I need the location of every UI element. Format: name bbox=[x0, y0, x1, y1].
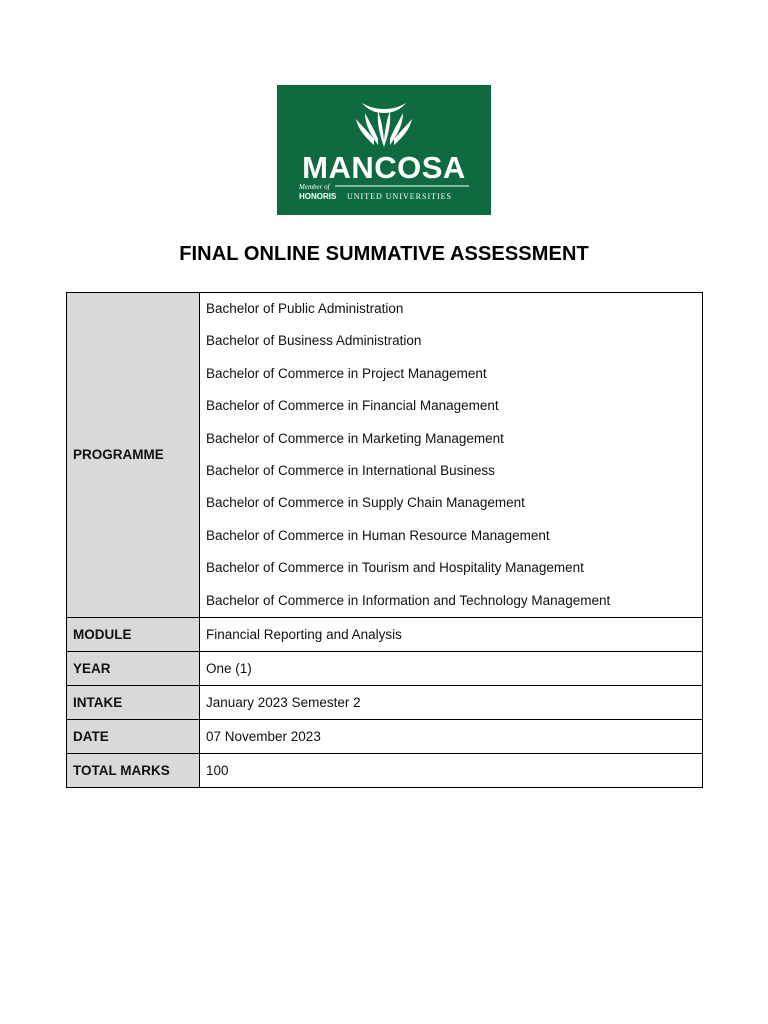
total-marks-label: TOTAL MARKS bbox=[67, 753, 200, 787]
module-row bbox=[67, 617, 703, 651]
programme-item: Bachelor of Commerce in International Business bbox=[206, 462, 495, 478]
year-value: One (1) bbox=[200, 651, 703, 685]
programme-item: Bachelor of Commerce in Tourism and Hospitality Management bbox=[206, 560, 584, 576]
year-row bbox=[67, 651, 703, 685]
date-value: 07 November 2023 bbox=[200, 719, 703, 753]
programme-list bbox=[206, 293, 702, 617]
programme-item: Bachelor of Commerce in Human Resource Management bbox=[206, 527, 550, 543]
assessment-info-table bbox=[66, 292, 703, 788]
programme-item: Bachelor of Commerce in Project Management bbox=[206, 365, 487, 381]
total-marks-value: 100 bbox=[200, 753, 703, 787]
date-label: DATE bbox=[67, 719, 200, 753]
mancosa-logo bbox=[277, 85, 491, 215]
total-marks-row bbox=[67, 753, 703, 787]
programme-row bbox=[67, 293, 703, 618]
programme-item: Bachelor of Commerce in Marketing Management bbox=[206, 430, 504, 446]
logo-brand-text: MANCOSA bbox=[302, 150, 466, 185]
module-value: Financial Reporting and Analysis bbox=[200, 617, 703, 651]
programme-item: Bachelor of Commerce in Supply Chain Management bbox=[206, 495, 525, 511]
logo-wordmark bbox=[277, 85, 491, 215]
intake-row bbox=[67, 685, 703, 719]
logo-member-of-text: Member of bbox=[299, 183, 330, 191]
intake-value: January 2023 Semester 2 bbox=[200, 685, 703, 719]
logo-united-universities-text: UNITED UNIVERSITIES bbox=[347, 192, 452, 201]
logo-honoris-text: HONORIS bbox=[299, 192, 337, 201]
programme-value bbox=[200, 293, 703, 618]
programme-item: Bachelor of Business Administration bbox=[206, 333, 422, 349]
programme-item: Bachelor of Commerce in Information and Technology Management bbox=[206, 592, 611, 608]
year-label: YEAR bbox=[67, 651, 200, 685]
programme-label: PROGRAMME bbox=[67, 293, 200, 618]
date-row bbox=[67, 719, 703, 753]
programme-item: Bachelor of Public Administration bbox=[206, 301, 404, 316]
page-title: FINAL ONLINE SUMMATIVE ASSESSMENT bbox=[179, 243, 589, 265]
module-label: MODULE bbox=[67, 617, 200, 651]
intake-label: INTAKE bbox=[67, 685, 200, 719]
programme-item: Bachelor of Commerce in Financial Management bbox=[206, 398, 499, 414]
